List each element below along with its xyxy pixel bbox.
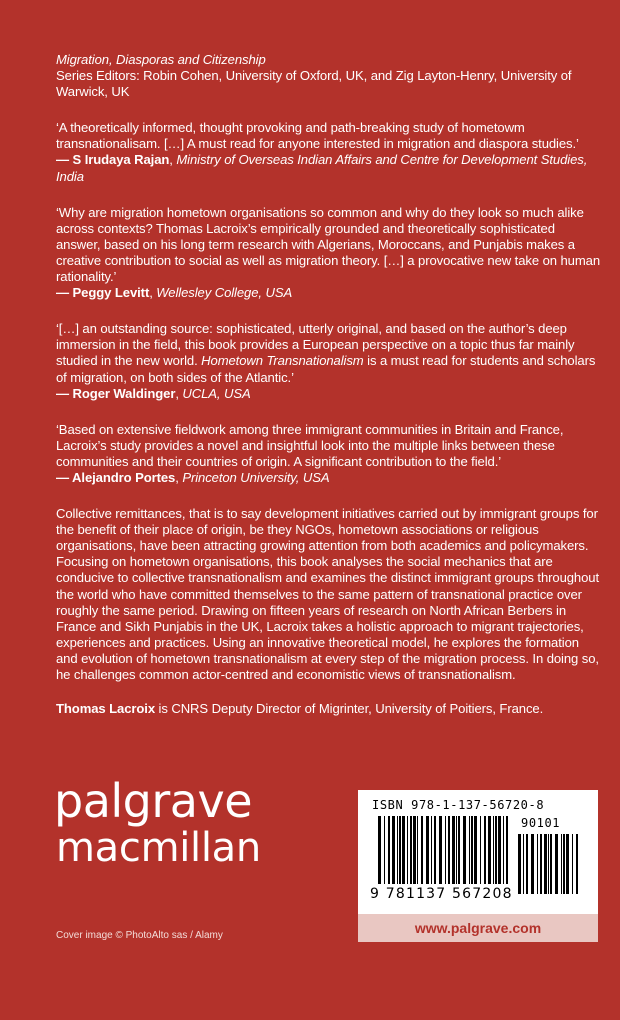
barcode-bar bbox=[537, 834, 538, 894]
quote-attribution: — Peggy Levitt, Wellesley College, USA bbox=[56, 285, 293, 301]
quote-attribution: — Alejandro Portes, Princeton University, USA bbox=[56, 469, 330, 485]
barcode-bar bbox=[456, 816, 457, 884]
attribution-dash: — bbox=[56, 469, 73, 485]
barcode-bar bbox=[555, 834, 558, 894]
barcode-bar bbox=[384, 816, 385, 884]
barcode-bar bbox=[421, 816, 423, 884]
barcode-bar bbox=[388, 816, 390, 884]
quote-affiliation: UCLA, USA bbox=[182, 385, 251, 401]
barcode-bar bbox=[448, 816, 450, 884]
endorsement-portes bbox=[56, 422, 602, 486]
barcode-bar bbox=[413, 816, 416, 884]
barcode-bar bbox=[426, 816, 429, 884]
barcode-bar bbox=[378, 816, 381, 884]
barcode-bar bbox=[480, 816, 481, 884]
barcode-bar bbox=[540, 834, 542, 894]
quote-text: ‘Why are migration hometown organisations so common and why do they look so much alike across contexts? Thomas Lacroix’s empirically grounded and theoretically sophisticated answer, based on his long term research with Algerians, Moroccans, and Punjabis makes a creative contribution to social as well as migration theory. […] a provocative new take on human rationality.’ bbox=[56, 204, 601, 285]
quote-affiliation: Ministry of Overseas Indian Affairs and Centre for Development Studies, India bbox=[56, 152, 588, 184]
barcode-bar bbox=[452, 816, 455, 884]
author-name: Thomas Lacroix bbox=[56, 701, 156, 717]
price-code: 90101 bbox=[521, 816, 561, 830]
barcode-bar bbox=[463, 816, 466, 884]
endorsement-rajan bbox=[56, 120, 602, 184]
barcode-bar bbox=[410, 816, 412, 884]
series-editors: Series Editors: Robin Cohen, University of Oxford, UK, and Zig Layton-Henry, University of Warwick, UK bbox=[56, 68, 572, 100]
quote-text-end: is a must read for students and scholars of migration, on both sides of the Atlantic.’ bbox=[56, 353, 596, 385]
endorsement-levitt bbox=[56, 205, 602, 302]
barcode-bar bbox=[526, 834, 528, 894]
barcode-bar bbox=[397, 816, 398, 884]
attribution-dash: — bbox=[56, 152, 73, 168]
barcode-bar bbox=[431, 816, 432, 884]
barcode-bar bbox=[503, 816, 504, 884]
series-info bbox=[56, 52, 602, 100]
barcode-bar bbox=[445, 816, 446, 884]
barcode-bar bbox=[576, 834, 578, 894]
barcode-bar bbox=[471, 816, 473, 884]
barcode-bar bbox=[469, 816, 470, 884]
barcode-bar bbox=[417, 816, 418, 884]
barcode-bar bbox=[495, 816, 497, 884]
barcode-bar bbox=[458, 816, 460, 884]
ean-barcode-bars bbox=[378, 816, 508, 884]
quote-author: Alejandro Portes bbox=[72, 469, 176, 485]
barcode-bar bbox=[566, 834, 569, 894]
quote-author: Peggy Levitt bbox=[72, 285, 150, 301]
logo-line-palgrave: palgrave bbox=[54, 774, 252, 828]
attribution-dash: — bbox=[56, 285, 73, 301]
quote-attribution: — S Irudaya Rajan, Ministry of Overseas Indian Affairs and Centre for Development Studies, India bbox=[56, 152, 588, 184]
barcode-panel bbox=[358, 790, 598, 914]
barcode-bar bbox=[484, 816, 486, 884]
book-description: Collective remittances, that is to say development initiatives carried out by immigrant groups for the benefit of their place of origin, be they NGOs, hometown associations or religious organisations, have been attracting growing attention from both academics and policymakers. Focusing on hometown organisations, this book analyses the social mechanics that are conducive to collective transnationalism and examines the distinct immigrant groups throughout the world who have committed themselves to the same pattern of transnational practice over roughly the same period. Drawing on fifteen years of research on North African Berbers in France and Sikh Punjabis in the UK, Lacroix takes a holistic approach to migrant trajectories, experiences and practices. Using an innovative theoretical model, he explores the formation and evolution of hometown transnationalism at every step of the migration process. In doing so, he challenges common actor-centred and economistic views of transnationalism. bbox=[56, 506, 600, 682]
publisher-logo bbox=[54, 776, 261, 870]
barcode-bar bbox=[518, 834, 521, 894]
isbn-text: ISBN 978-1-137-56720-8 bbox=[372, 798, 545, 812]
barcode-bar bbox=[563, 834, 565, 894]
quote-affiliation: Wellesley College, USA bbox=[156, 285, 293, 301]
barcode-bar bbox=[506, 816, 508, 884]
barcode-bar bbox=[488, 816, 491, 884]
barcode-bar bbox=[548, 834, 549, 894]
cover-image-credit: Cover image © PhotoAlto sas / Alamy bbox=[56, 930, 223, 941]
website-bar bbox=[358, 914, 598, 942]
quote-author: S Irudaya Rajan bbox=[72, 152, 170, 168]
barcode-bar bbox=[407, 816, 408, 884]
quote-text: ‘A theoretically informed, thought provoking and path-breaking study of hometowm transnationalisam. […] A must read for anyone interested in migration and diaspora studies.’ bbox=[56, 120, 579, 152]
barcode-bar bbox=[531, 834, 534, 894]
barcode-bar bbox=[434, 816, 436, 884]
barcode-bar bbox=[474, 816, 477, 884]
barcode-bar bbox=[493, 816, 494, 884]
author-bio bbox=[56, 701, 602, 717]
barcode-bar bbox=[498, 816, 501, 884]
quote-affiliation: Princeton University, USA bbox=[182, 469, 330, 485]
barcode-bar bbox=[550, 834, 552, 894]
author-bio-text: is CNRS Deputy Director of Migrinter, University of Poitiers, France. bbox=[155, 701, 544, 717]
series-title: Migration, Diasporas and Citizenship bbox=[56, 52, 266, 67]
quote-author: Roger Waldinger bbox=[72, 385, 176, 401]
attribution-dash: — bbox=[56, 385, 73, 401]
addon-barcode-bars bbox=[518, 834, 578, 894]
quote-text-start: ‘[…] an outstanding source: sophisticated, utterly original, and based on the author’s deep immersion in the field, this book provides a European perspective on a topic thus far mainly studied in the new world. bbox=[56, 321, 575, 369]
barcode-bar bbox=[523, 834, 524, 894]
barcode-bar bbox=[392, 816, 395, 884]
publisher-website[interactable]: www.palgrave.com bbox=[414, 920, 542, 936]
quote-book-title: Hometown Transnationalism bbox=[201, 353, 364, 369]
text-column bbox=[56, 52, 602, 717]
quote-text: ‘Based on extensive fieldwork among three immigrant communities in Britain and France, Lacroix’s study provides a novel and insightful look into the multiple links between these communities and their countries of origin. A significant contribution to the field.’ bbox=[56, 421, 564, 469]
barcode-bar bbox=[572, 834, 573, 894]
barcode-bar bbox=[439, 816, 442, 884]
barcode-bar bbox=[544, 834, 547, 894]
endorsement-waldinger bbox=[56, 321, 602, 401]
barcode-digits: 9 781137 567208 bbox=[370, 886, 513, 902]
logo-line-macmillan: macmillan bbox=[56, 825, 261, 871]
barcode-bar bbox=[402, 816, 405, 884]
quote-attribution: — Roger Waldinger, UCLA, USA bbox=[56, 385, 251, 401]
barcode-bar bbox=[399, 816, 401, 884]
barcode-bar bbox=[561, 834, 562, 894]
